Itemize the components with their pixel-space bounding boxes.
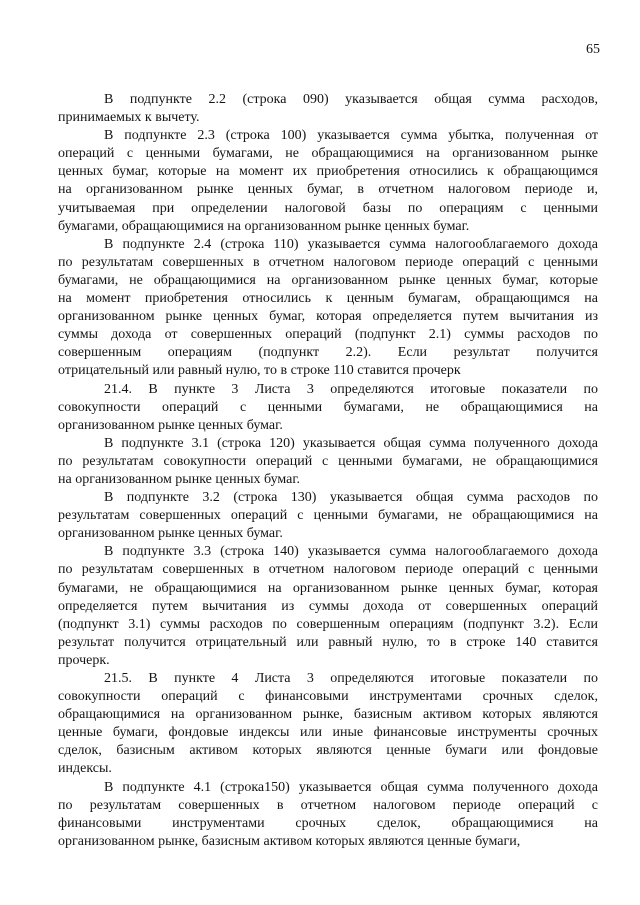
document-body <box>58 91 598 851</box>
text-line: по результатам совершенных в отчетном налоговом периоде операций с ценными <box>58 562 598 578</box>
text-line: бумагами, обращающимися на организованном рынке ценных бумаг. <box>58 218 470 234</box>
paragraph <box>58 127 598 236</box>
paragraph <box>58 91 598 127</box>
text-line: 21.5. В пункте 4 Листа 3 определяются итоговые показатели по <box>104 671 598 686</box>
text-line: бумагами, не обращающимися на организованном рынке ценных бумаг, которая <box>58 580 598 596</box>
text-line: организованном рынке, базисным активом которых являются ценные бумаги, <box>58 833 521 849</box>
text-line: отрицательный или равный нулю, то в строке 110 ставится прочерк <box>58 363 461 379</box>
text-line: индексы. <box>58 761 112 777</box>
text-line: операций с ценными бумагами, не обращающимися на организованном рынке <box>58 146 598 162</box>
text-line: В подпункте 3.2 (строка 130) указывается общая сумма расходов по <box>104 490 598 506</box>
paragraph <box>58 381 598 435</box>
text-line: принимаемых к вычету. <box>58 110 200 126</box>
text-line: (подпункт 3.1) суммы расходов по совершенным операциям (подпункт 3.2). Если <box>58 616 598 632</box>
paragraph <box>58 779 598 851</box>
paragraph <box>58 489 598 543</box>
text-line: сделок, базисным активом которых являются ценные бумаги или фондовые <box>58 743 598 759</box>
text-line: результат получится отрицательный или равный нулю, то в строке 140 ставится <box>58 634 598 650</box>
text-line: 21.4. В пункте 3 Листа 3 определяются итоговые показатели по <box>104 381 598 397</box>
text-line: совокупности операций с финансовыми инструментами срочных сделок, <box>58 689 598 705</box>
text-line: по результатам совершенных в отчетном налоговом периоде операций с ценными <box>58 254 598 270</box>
paragraph <box>58 670 598 779</box>
text-line: определяется путем вычитания из суммы дохода от совершенных операций <box>58 598 598 614</box>
text-line: бумагами, не обращающимися на организованном рынке ценных бумаг, которые <box>58 272 598 288</box>
text-line: по результатам совокупности операций с ценными бумагами, не обращающимися <box>58 453 598 469</box>
text-line: В подпункте 4.1 (строка150) указывается общая сумма полученного дохода <box>104 779 598 795</box>
paragraph <box>58 543 598 670</box>
text-line: организованном рынке ценных бумаг. <box>58 417 283 433</box>
paragraph <box>58 435 598 489</box>
text-line: финансовыми инструментами срочных сделок, обращающимися на <box>58 815 598 831</box>
text-line: В подпункте 3.1 (строка 120) указывается общая сумма полученного дохода <box>104 435 598 451</box>
text-line: совокупности операций с ценными бумагами, не обращающимися на <box>58 399 598 415</box>
text-line: учитываемая при определении налоговой базы по операциям с ценными <box>58 200 598 216</box>
text-line: по результатам совершенных в отчетном налоговом периоде операций с <box>58 797 598 813</box>
text-line: на организованном рынке ценных бумаг. <box>58 471 301 487</box>
text-line: организованном рынке ценных бумаг, которая определяется путем вычитания из <box>58 309 598 325</box>
text-line: В подпункте 2.4 (строка 110) указывается сумма налогооблагаемого дохода <box>104 236 598 252</box>
text-line: В подпункте 2.2 (строка 090) указывается общая сумма расходов, <box>104 92 598 107</box>
text-line: прочерк. <box>58 652 110 668</box>
text-line: ценные бумаги, фондовые индексы или иные финансовые инструменты срочных <box>58 725 598 741</box>
paragraph <box>58 236 598 381</box>
text-line: организованном рынке ценных бумаг. <box>58 526 283 542</box>
text-line: на момент приобретения относились к ценным бумагам, обращающимся на <box>58 291 598 307</box>
text-line: на организованном рынке ценных бумаг, в отчетном налоговом периоде и, <box>58 182 598 198</box>
page-number: 65 <box>586 42 600 57</box>
text-line: результатам совершенных операций с ценными бумагами, не обращающимися на <box>58 508 598 524</box>
text-line: ценных бумаг, которые на момент их приобретения относились к обращающимся <box>58 164 598 180</box>
text-line: совершенным операциям (подпункт 2.2). Если результат получится <box>58 345 598 361</box>
text-line: В подпункте 2.3 (строка 100) указывается сумма убытка, полученная от <box>104 128 598 144</box>
text-line: В подпункте 3.3 (строка 140) указывается сумма налогооблагаемого дохода <box>104 544 598 560</box>
text-line: суммы дохода от совершенных операций (подпункт 2.1) суммы расходов по <box>58 327 598 343</box>
text-line: обращающимися на организованном рынке, базисным активом которых являются <box>58 707 598 723</box>
